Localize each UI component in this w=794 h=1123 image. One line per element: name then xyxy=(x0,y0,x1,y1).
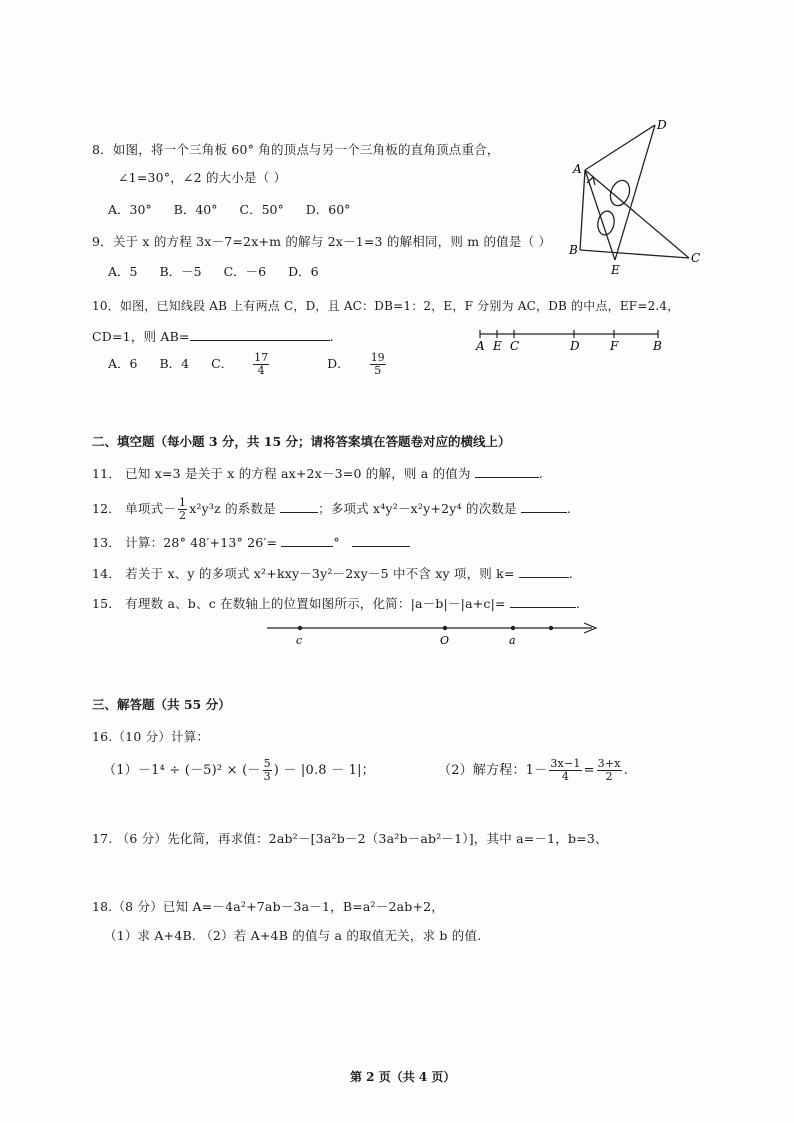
seg-label-f: F xyxy=(610,339,619,353)
q10-frac-d-den: 5 xyxy=(374,364,382,377)
page-footer: 第 2 页（共 4 页） xyxy=(350,1070,456,1084)
q15: 15． 有理数 a、b、c 在数轴上的位置如图所示，化简：|a－b|－|a+c|= . xyxy=(92,596,581,611)
q10-option-d: D． $\frac{19}{5}$ xyxy=(327,351,385,377)
q8-line1: 8．如图，将一个三角板 60° 角的顶点与另一个三角板的直角顶点重合， xyxy=(92,142,500,157)
seg-label-c: C xyxy=(510,339,520,353)
segment-ac xyxy=(585,170,689,258)
q10-option-c: C． $\frac{17}{4}$ xyxy=(211,351,269,377)
q14-answer-blank xyxy=(519,565,569,578)
label-e: E xyxy=(611,263,620,277)
q8-triangle-figure xyxy=(565,115,705,280)
seg-label-d: D xyxy=(570,339,580,353)
segment-ad xyxy=(585,125,655,170)
q8-option-c: C．50° xyxy=(239,202,284,217)
point-o xyxy=(443,626,447,630)
axis-label-o: O xyxy=(440,634,450,647)
q10-answer-blank xyxy=(190,328,330,341)
segment-de xyxy=(615,125,655,260)
q10-frac-c-num: 17 xyxy=(254,351,269,364)
q16-part1: （1）－1⁴ ÷ (－5)² × (－ $\frac{5}{3}$ ) － |0.8 － 1|； xyxy=(103,757,375,783)
q9-option-d: D．6 xyxy=(288,264,319,279)
q16-1-frac-num: 5 xyxy=(263,757,271,770)
q8-option-d: D．60° xyxy=(305,202,351,217)
point-b xyxy=(549,626,553,630)
q12: 12． 单项式－ $\frac{1}{2}$ x²y³z 的系数是 ；多项式 x⁴y²－x²y+2y⁴ 的次数是 . xyxy=(92,496,572,522)
q10-stem: CD=1，则 AB= xyxy=(92,329,190,344)
axis-label-c: c xyxy=(296,634,303,647)
section3-title: 三、解答题（共 55 分） xyxy=(92,697,231,712)
q10-option-a: A．6 xyxy=(108,356,138,371)
q9-options xyxy=(108,262,337,280)
q10-line2: CD=1，则 AB= . xyxy=(92,329,334,344)
label-c: C xyxy=(691,251,701,265)
angle-1-arc xyxy=(607,178,633,209)
q12-blank-2 xyxy=(521,500,567,513)
q11-answer-blank xyxy=(475,465,539,478)
q8-line2: ∠1=30°，∠2 的大小是（ ） xyxy=(118,170,287,185)
q17: 17. （6 分）先化简，再求值：2ab²－[3a²b－2（3a²b－ab²－1）]，其中 a=－1，b=3、 xyxy=(92,831,608,846)
q16-2-frac2-num: 3+x xyxy=(597,757,621,770)
q16-part2: （2）解方程：1－ $\frac{3x-1}{4}$ = $\frac{3+x}{2}$ . xyxy=(438,757,629,783)
q18-line2: （1）求 A+4B. （2）若 A+4B 的值与 a 的取值无关，求 b 的值. xyxy=(104,928,482,943)
q8-option-b: B．40° xyxy=(173,202,218,217)
section2-title: 二、填空题（每小题 3 分，共 15 分；请将答案填在答题卷对应的横线上） xyxy=(92,434,511,449)
q15-number-line xyxy=(262,618,607,648)
label-d: D xyxy=(657,118,667,132)
q10-options xyxy=(108,352,440,377)
q16-2-frac2-den: 2 xyxy=(605,770,613,783)
point-a xyxy=(511,626,515,630)
q16-2-frac1-den: 4 xyxy=(561,770,570,783)
q18-line1: 18.（8 分）已知 A=－4a²+7ab－3a－1，B=a²－2ab+2， xyxy=(92,899,444,914)
q16-2-frac1-num: 3x−1 xyxy=(550,757,581,770)
q9-option-c: C．－6 xyxy=(223,264,267,279)
label-a: A xyxy=(573,162,582,176)
q9-option-a: A．5 xyxy=(108,264,138,279)
q12-blank-1 xyxy=(280,500,318,513)
q14: 14． 若关于 x、y 的多项式 x²+kxy－3y²－2xy－5 中不含 xy 项，则 k= . xyxy=(92,566,574,581)
label-b: B xyxy=(569,243,578,257)
q8-options xyxy=(108,200,368,218)
q10-line1: 10．如图，已知线段 AB 上有两点 C，D，且 AC：DB=1：2，E，F 分别为 AC，DB 的中点，EF=2.4， xyxy=(92,299,680,313)
q8-option-a: A．30° xyxy=(108,202,152,217)
q13-blank-min xyxy=(352,534,410,547)
q13-blank-deg xyxy=(281,534,333,547)
q13: 13． 计算：28° 48′+13° 26′= ° xyxy=(92,533,410,551)
q10-frac-d-num: 19 xyxy=(370,351,385,364)
q9-option-b: B．－5 xyxy=(159,264,202,279)
axis-label-a: a xyxy=(509,634,516,647)
q11: 11． 已知 x=3 是关于 x 的方程 ax+2x－3=0 的解，则 a 的值为 . xyxy=(92,466,544,481)
segment-bc xyxy=(580,250,689,258)
seg-label-b: B xyxy=(653,339,662,353)
segment-ab xyxy=(580,170,585,250)
q15-answer-blank xyxy=(510,595,576,608)
q16-heading: 16.（10 分）计算： xyxy=(92,729,210,744)
q10-frac-c-den: 4 xyxy=(257,364,265,377)
q10-segment-figure xyxy=(470,326,670,356)
q12-frac-num: 1 xyxy=(178,496,187,509)
q10-option-b: B．4 xyxy=(159,356,190,371)
q12-frac-den: 2 xyxy=(178,509,187,522)
q16-1-frac-den: 3 xyxy=(263,770,271,783)
point-c xyxy=(298,626,302,630)
seg-label-a: A xyxy=(476,339,485,353)
seg-label-e: E xyxy=(493,339,502,353)
q9-line1: 9．关于 x 的方程 3x－7=2x+m 的解与 2x－1=3 的解相同，则 m 的值是（ ） xyxy=(92,234,552,249)
